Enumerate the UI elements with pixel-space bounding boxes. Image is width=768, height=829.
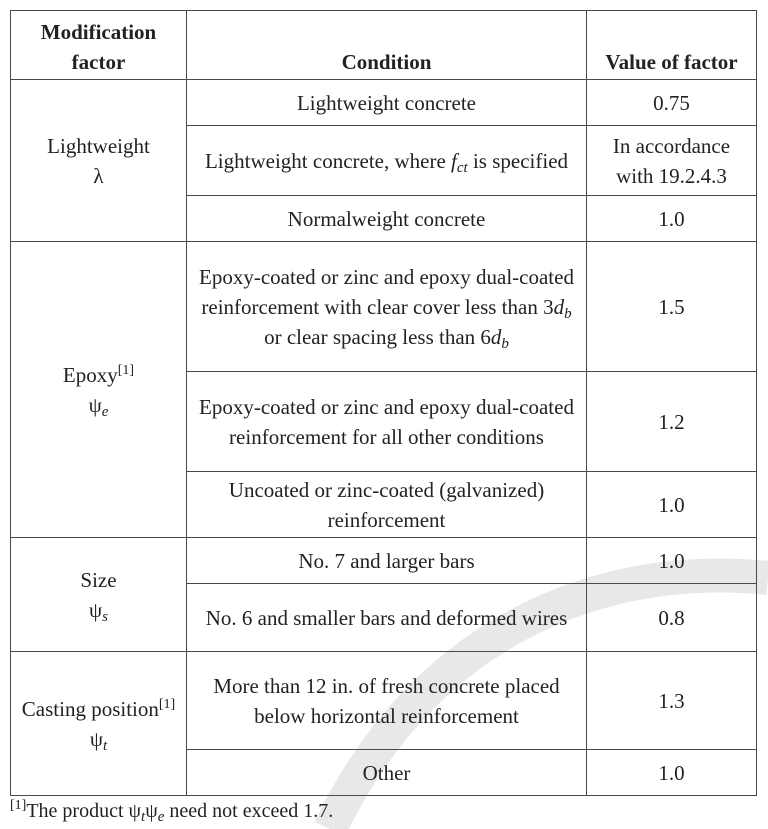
condition-cell: Other [187,750,587,796]
variable-subscript: ct [456,159,468,176]
table-row [11,538,757,584]
factor-symbol [17,595,180,625]
header-value-of-factor: Value of factor [587,11,757,80]
condition-text: Lightweight concrete, where [204,148,452,173]
condition-text: is specified [467,148,569,173]
value-cell: 1.5 [587,242,757,372]
factor-cell-epoxy [11,242,187,538]
condition-cell [187,126,587,196]
variable-subscript: b [501,335,509,352]
symbol-psi: ψ [128,800,142,822]
modification-factors-table [10,10,757,796]
footnote-mark: [1] [117,362,135,378]
footnote-mark: [1] [10,798,27,813]
value-cell: In accordance with 19.2.4.3 [587,126,757,196]
value-cell: 0.75 [587,80,757,126]
factor-name-text: Casting position [21,696,159,721]
header-condition: Condition [187,11,587,80]
condition-cell [187,242,587,372]
factor-name: Size [80,567,117,592]
condition-text: or clear spacing less than 6 [264,324,491,349]
factor-symbol: λ [93,163,104,188]
factor-symbol [17,390,180,420]
table-footnote [10,797,333,825]
symbol-psi: ψ [89,726,103,751]
symbol-subscript: s [102,608,108,625]
condition-cell: No. 7 and larger bars [187,538,587,584]
factor-name-text: Epoxy [62,362,118,387]
symbol-subscript: t [102,737,108,754]
factor-name: Lightweight [47,133,150,158]
table-row [11,80,757,126]
table-row [11,652,757,750]
value-cell: 0.8 [587,584,757,652]
value-cell: 1.0 [587,750,757,796]
factor-symbol [17,724,180,754]
variable-subscript: b [564,305,572,322]
condition-cell: Uncoated or zinc-coated (galvanized) reinforcement [187,472,587,538]
factor-name [17,694,180,724]
header-modification-factor: Modification factor [11,11,187,80]
condition-cell: Normalweight concrete [187,196,587,242]
variable-d: d [490,324,502,349]
condition-cell: More than 12 in. of fresh concrete placed below horizontal reinforcement [187,652,587,750]
footnote-text: The product [26,800,129,822]
condition-cell: Lightweight concrete [187,80,587,126]
footnote-mark: [1] [158,696,176,712]
symbol-subscript: e [157,809,165,825]
condition-text: Epoxy-coated or zinc and epoxy dual-coated reinforcement with clear cover less than 3 [199,264,574,319]
factor-cell-lightweight [11,80,187,242]
variable-f: f [451,148,457,173]
variable-d: d [553,294,565,319]
value-cell: 1.3 [587,652,757,750]
value-cell: 1.0 [587,196,757,242]
table-header-row [11,11,757,80]
factor-cell-size [11,538,187,652]
value-cell: 1.0 [587,472,757,538]
value-cell: 1.0 [587,538,757,584]
symbol-psi: ψ [145,800,158,822]
symbol-subscript: e [101,403,109,420]
factor-cell-casting-position [11,652,187,796]
condition-cell: No. 6 and smaller bars and deformed wires [187,584,587,652]
symbol-psi: ψ [89,597,103,622]
symbol-subscript: t [141,809,146,825]
table-row [11,242,757,372]
symbol-psi: ψ [88,392,102,417]
value-cell: 1.2 [587,372,757,472]
footnote-text: need not exceed 1.7. [164,800,334,822]
condition-cell: Epoxy-coated or zinc and epoxy dual-coated reinforcement for all other conditions [187,372,587,472]
factor-name [17,360,180,390]
